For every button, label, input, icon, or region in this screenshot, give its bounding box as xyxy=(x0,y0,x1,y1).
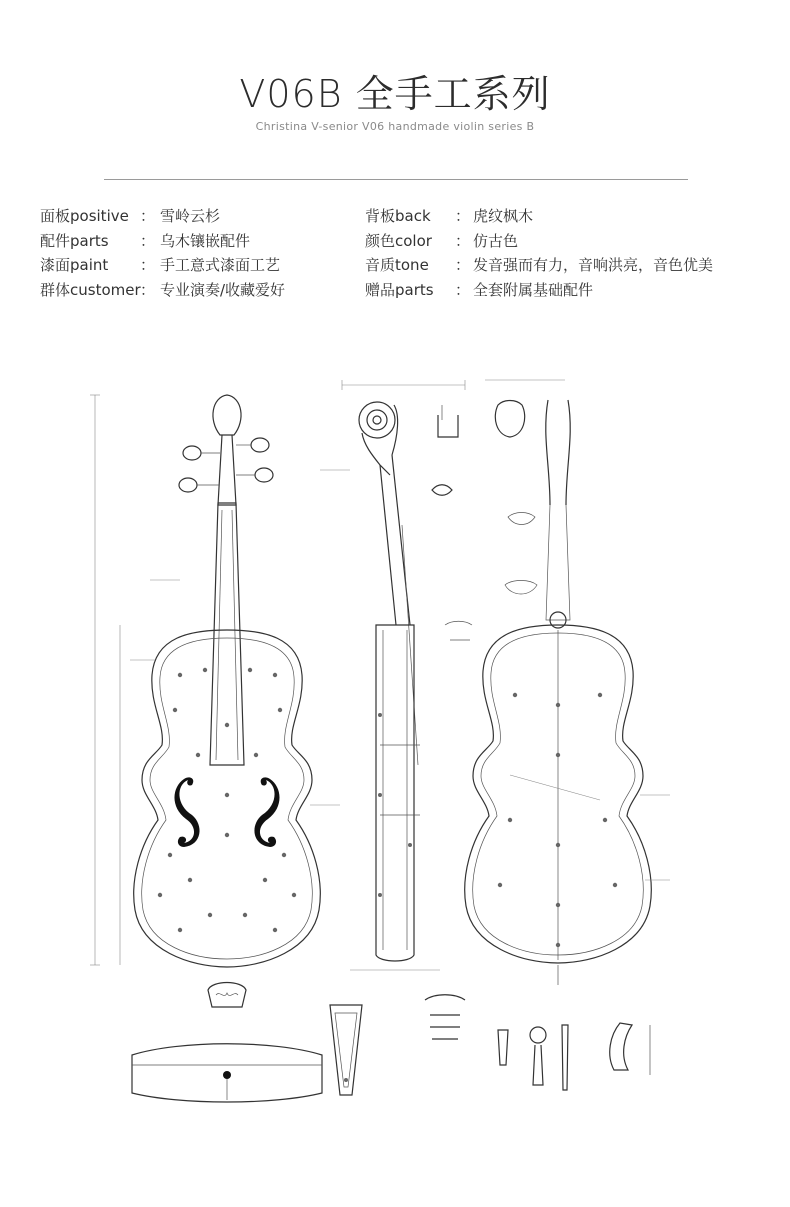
spec-separator: ： xyxy=(140,207,156,225)
spec-label: 音质tone xyxy=(365,256,429,274)
violin-blueprint-icon xyxy=(80,375,710,1135)
spec-label: 赠品parts xyxy=(365,280,434,299)
spec-row-paint xyxy=(40,253,360,278)
spec-label: 漆面paint xyxy=(40,256,109,274)
spec-value: 雪岭云杉 xyxy=(160,207,221,225)
spec-separator: ： xyxy=(455,231,471,250)
violin-back-view xyxy=(465,380,652,1090)
page-title: V06B 全手工系列 xyxy=(239,72,551,116)
spec-column-right xyxy=(365,204,765,302)
spec-row-back xyxy=(365,204,765,229)
spec-label: 面板positive xyxy=(40,207,129,225)
violin-side-view xyxy=(330,380,472,1095)
spec-label: 背板back xyxy=(365,207,431,225)
spec-separator: ： xyxy=(140,231,156,250)
header-divider xyxy=(104,179,688,180)
spec-separator: ： xyxy=(140,280,156,299)
spec-value: 仿古色 xyxy=(473,231,519,250)
spec-value: 专业演奏/收藏爱好 xyxy=(160,280,286,299)
spec-separator: ： xyxy=(455,207,471,225)
spec-column-left xyxy=(40,204,360,302)
spec-label: 群体customer xyxy=(40,280,141,299)
page-subtitle: Christina V-senior V06 handmade violin series B xyxy=(255,120,535,133)
violin-front-view xyxy=(90,395,322,1102)
spec-separator: ： xyxy=(140,256,156,274)
spec-row-positive xyxy=(40,204,360,229)
spec-row-tone xyxy=(365,253,765,278)
spec-value: 全套附属基础配件 xyxy=(473,280,594,299)
spec-row-gift-parts xyxy=(365,278,765,303)
spec-value: 虎纹枫木 xyxy=(473,207,534,225)
header xyxy=(0,70,790,133)
spec-value: 乌木镶嵌配件 xyxy=(160,231,251,250)
spec-label: 配件parts xyxy=(40,231,109,250)
spec-value: 手工意式漆面工艺 xyxy=(160,256,281,274)
spec-row-customer xyxy=(40,278,360,303)
spec-value: 发音强而有力，音响洪亮，音色优美 xyxy=(473,256,714,274)
spec-label: 颜色color xyxy=(365,231,432,250)
spec-row-color xyxy=(365,229,765,254)
spec-separator: ： xyxy=(455,256,471,274)
spec-separator: ： xyxy=(455,280,471,299)
spec-row-parts xyxy=(40,229,360,254)
